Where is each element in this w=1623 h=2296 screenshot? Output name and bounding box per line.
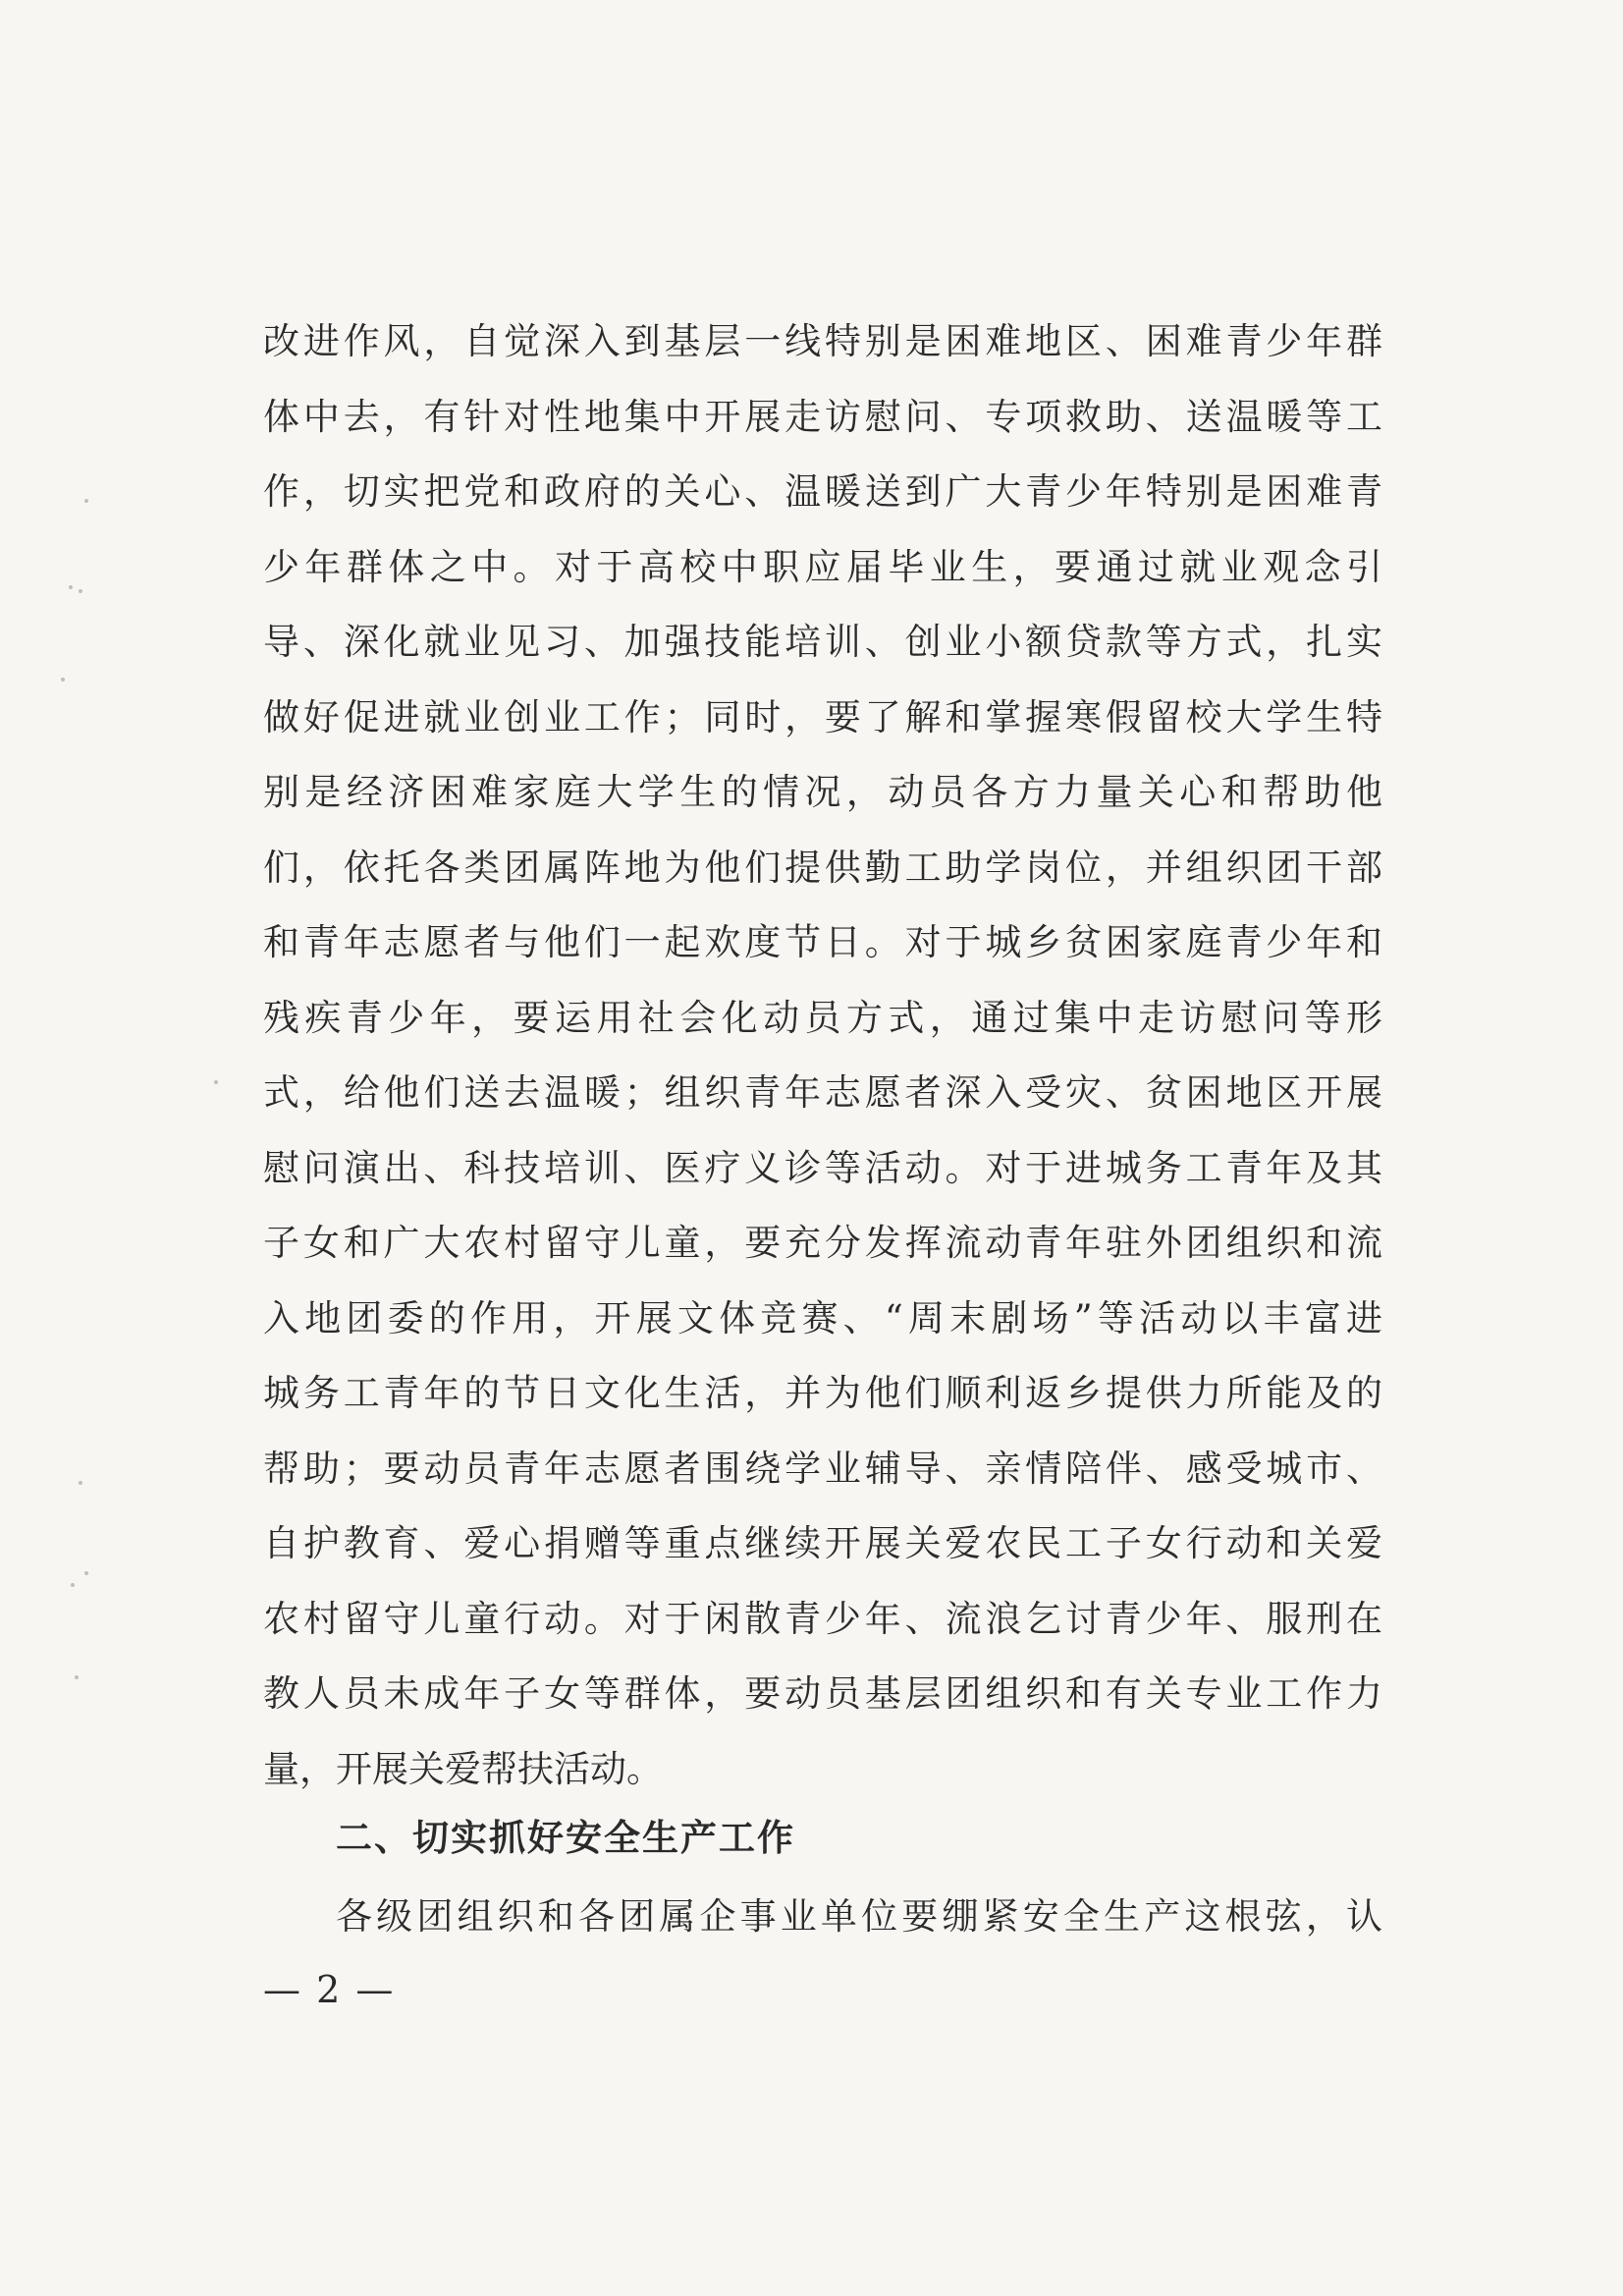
body-line: 子女和广大农村留守儿童，要充分发挥流动青年驻外团组织和流 [263,1222,1382,1264]
body-line: 帮助；要动员青年志愿者围绕学业辅导、亲情陪伴、感受城市、 [263,1447,1382,1490]
body-line: 作，切实把党和政府的关心、温暖送到广大青少年特别是困难青 [263,470,1382,513]
section-first-line: 各级团组织和各团属企事业单位要绷紧安全生产这根弦，认 [336,1895,1382,1938]
body-line: 体中去，有针对性地集中开展走访慰问、专项救助、送温暖等工 [263,395,1382,438]
scan-speck [79,1481,82,1485]
body-line: 城务工青年的节日文化生活，并为他们顺利返乡提供力所能及的 [263,1372,1382,1414]
scan-speck [69,585,73,589]
body-line: 改进作风，自觉深入到基层一线特别是困难地区、困难青少年群 [263,320,1382,362]
body-line: 少年群体之中。对于高校中职应届毕业生，要通过就业观念引 [263,545,1382,588]
body-line: 式，给他们送去温暖；组织青年志愿者深入受灾、贫困地区开展 [263,1071,1382,1114]
body-line: 导、深化就业见习、加强技能培训、创业小额贷款等方式，扎实 [263,621,1382,663]
body-line: 慰问演出、科技培训、医疗义诊等活动。对于进城务工青年及其 [263,1146,1382,1189]
body-line: 量，开展关爱帮扶活动。 [263,1747,663,1790]
body-line: 别是经济困难家庭大学生的情况，动员各方力量关心和帮助他 [263,771,1382,813]
section-heading: 二、切实抓好安全生产工作 [336,1817,795,1859]
scan-speck [61,678,65,682]
body-line: 入地团委的作用，开展文体竞赛、“周末剧场”等活动以丰富进 [263,1296,1382,1339]
body-line: 教人员未成年子女等群体，要动员基层团组织和有关专业工作力 [263,1672,1382,1715]
scan-speck [71,1583,75,1587]
scan-speck [84,1571,88,1575]
scan-speck [214,1080,218,1084]
scan-speck [75,1675,79,1679]
body-line: 农村留守儿童行动。对于闲散青少年、流浪乞讨青少年、服刑在 [263,1597,1382,1640]
body-line: 残疾青少年，要运用社会化动员方式，通过集中走访慰问等形 [263,996,1382,1039]
body-line: 自护教育、爱心捐赠等重点继续开展关爱农民工子女行动和关爱 [263,1522,1382,1564]
body-line: 和青年志愿者与他们一起欢度节日。对于城乡贫困家庭青少年和 [263,921,1382,963]
scan-speck [79,589,82,593]
page-number: — 2 — [263,1968,396,2011]
body-line: 做好促进就业创业工作；同时，要了解和掌握寒假留校大学生特 [263,695,1382,738]
scan-speck [84,499,88,503]
body-line: 们，依托各类团属阵地为他们提供勤工助学岗位，并组织团干部 [263,846,1382,889]
body-paragraph [263,304,1382,1807]
